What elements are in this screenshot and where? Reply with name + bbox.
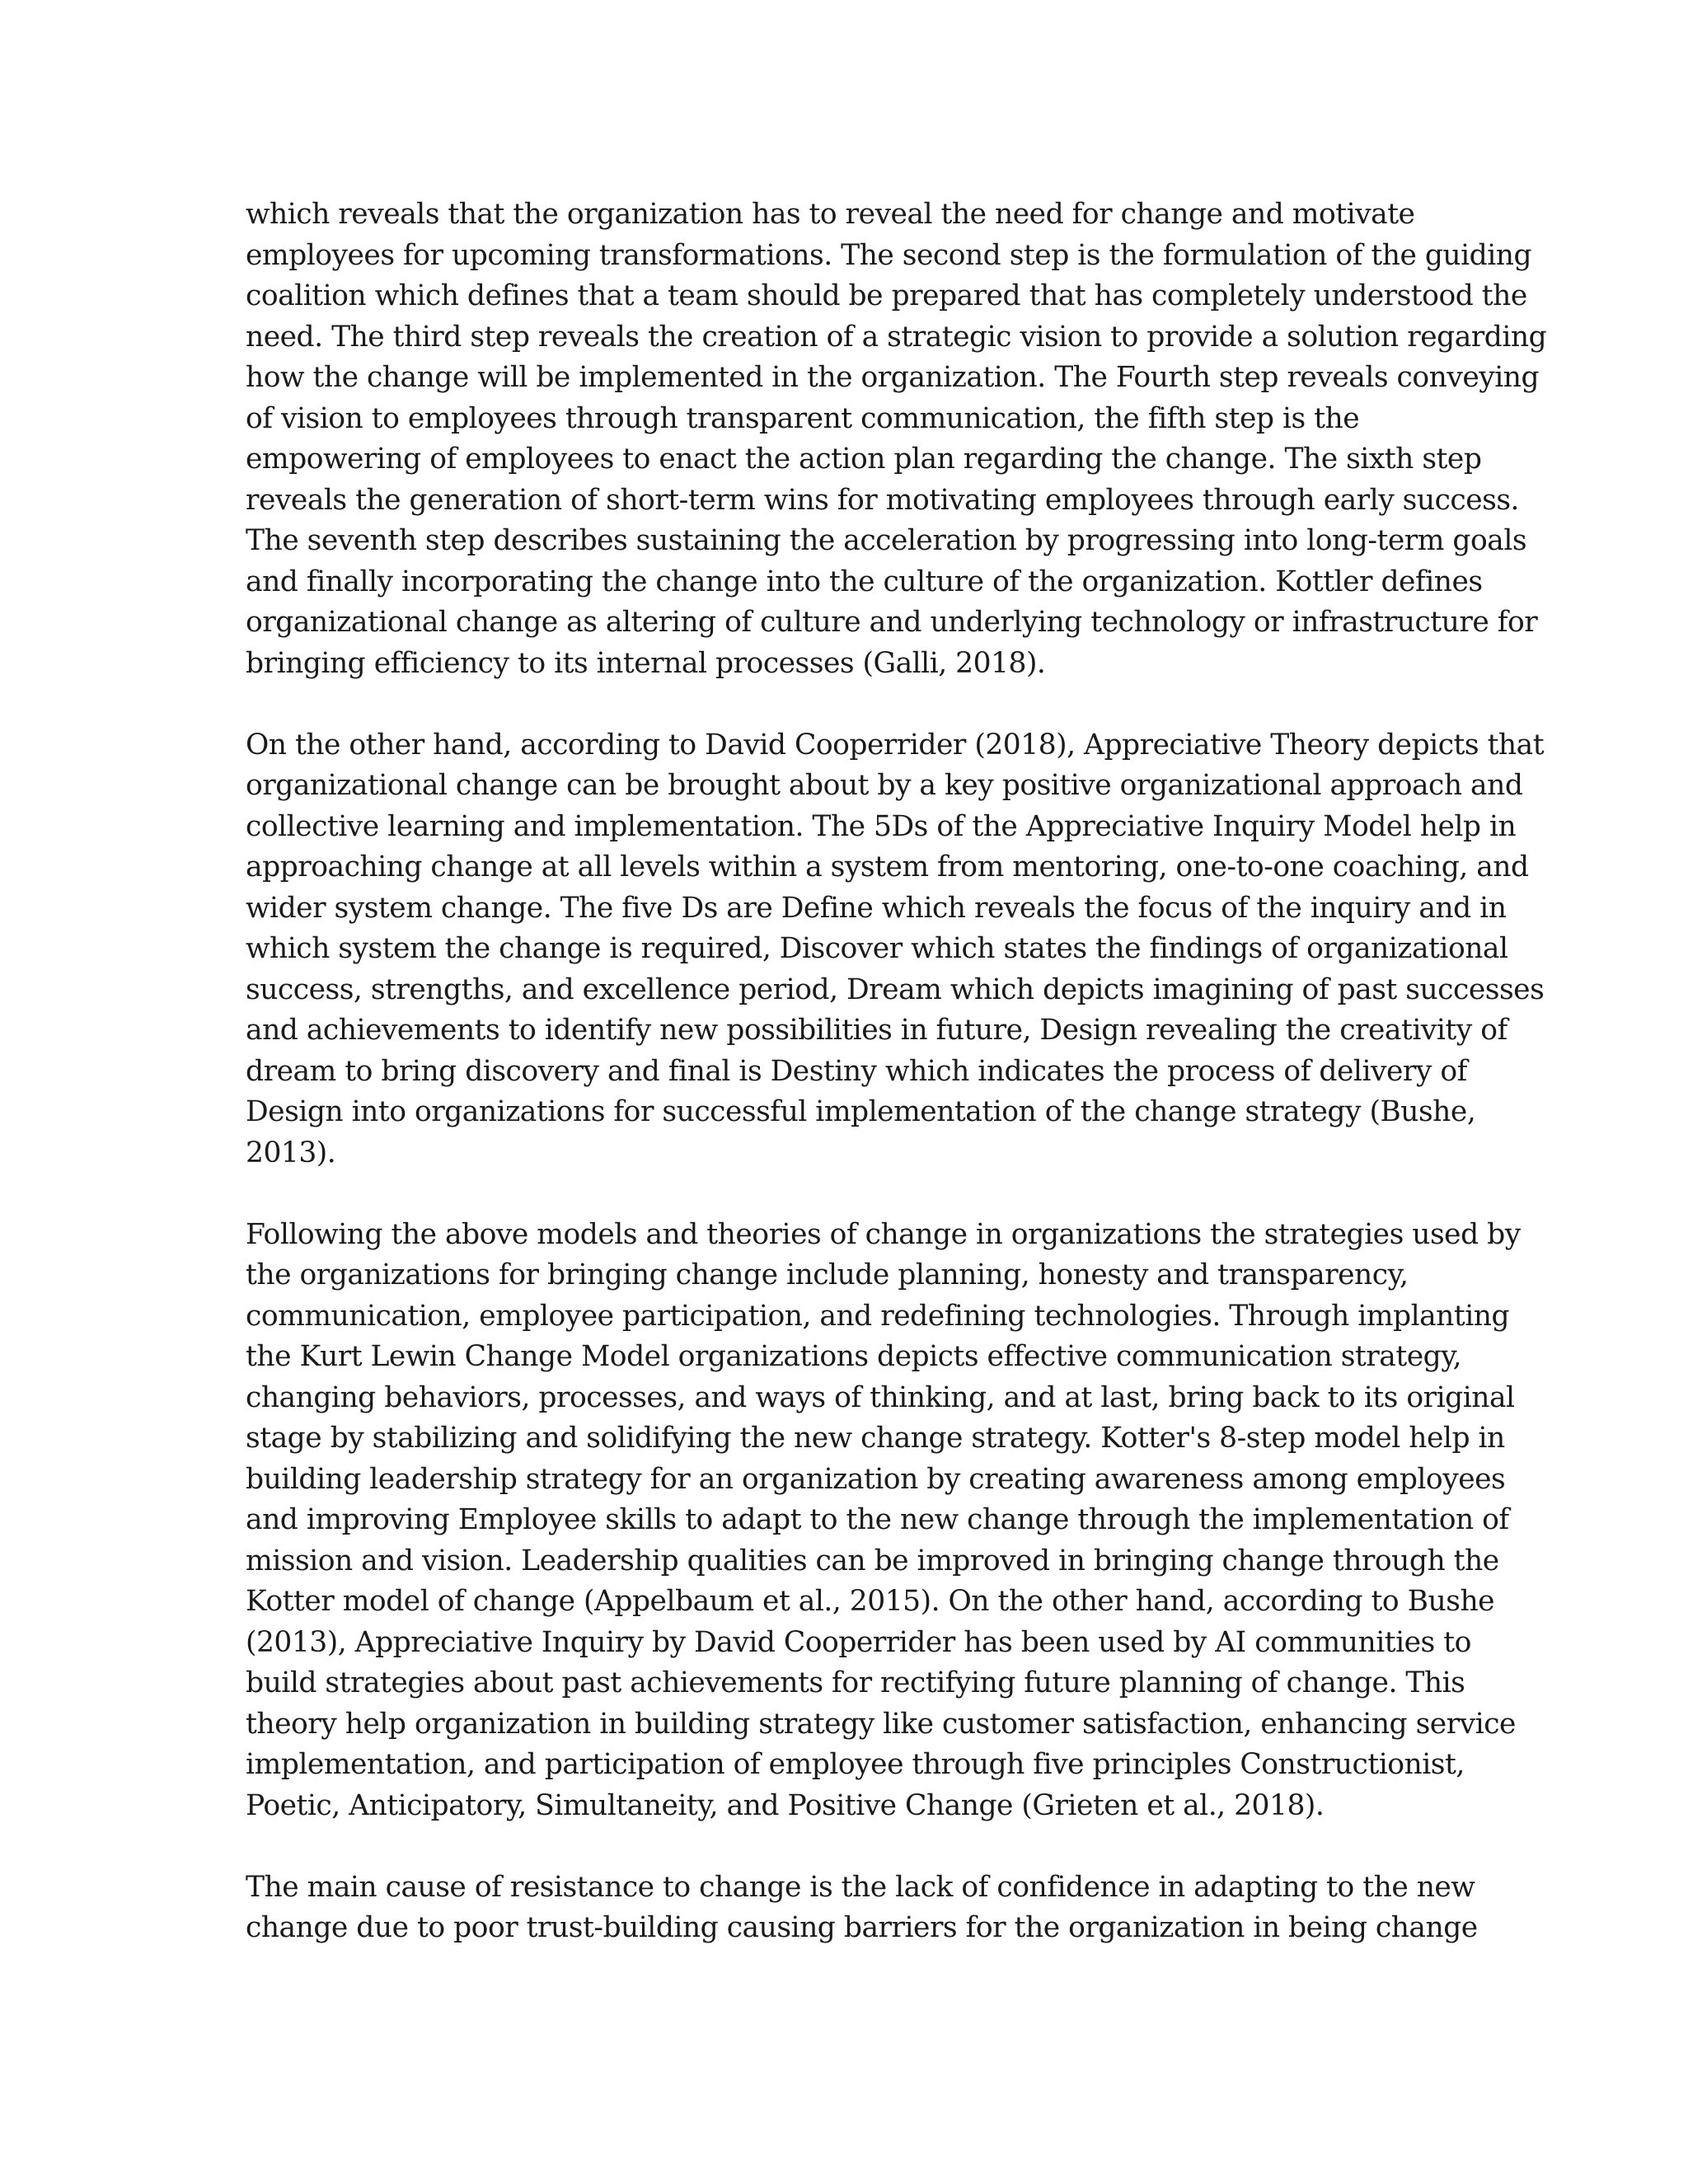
text-line: Design into organizations for successful implementation of the change strategy (Bushe, — [246, 1095, 1476, 1128]
text-line: On the other hand, according to David Cooperrider (2018), Appreciative Theory depicts that — [246, 728, 1545, 762]
text-line: build strategies about past achievements for rectifying future planning of change. This — [246, 1666, 1465, 1699]
document-body — [246, 194, 1547, 1990]
text-line: 2013). — [246, 1136, 336, 1169]
text-line: and finally incorporating the change into the culture of the organization. Kottler defines — [246, 565, 1483, 598]
text-line: Kotter model of change (Appelbaum et al., 2015). On the other hand, according to Bushe — [246, 1585, 1495, 1618]
text-line: the organizations for bringing change include planning, honesty and transparency, — [246, 1258, 1409, 1291]
paragraph-kotter-steps — [246, 194, 1547, 684]
text-line: the Kurt Lewin Change Model organizations depicts effective communication strategy, — [246, 1340, 1462, 1373]
text-line: organizational change as altering of culture and underlying technology or infrastructure for — [246, 606, 1538, 639]
text-line: collective learning and implementation. The 5Ds of the Appreciative Inquiry Model help in — [246, 809, 1517, 843]
text-line: coalition which defines that a team should be prepared that has completely understood the — [246, 279, 1527, 312]
text-line: reveals the generation of short-term wins for motivating employees through early success. — [246, 483, 1520, 517]
text-line: success, strengths, and excellence period, Dream which depicts imagining of past successes — [246, 972, 1545, 1006]
text-line: empowering of employees to enact the action plan regarding the change. The sixth step — [246, 443, 1482, 476]
text-line: Following the above models and theories of change in organizations the strategies used by — [246, 1217, 1521, 1251]
text-line: how the change will be implemented in the organization. The Fourth step reveals conveying — [246, 361, 1540, 394]
text-line: Poetic, Anticipatory, Simultaneity, and Positive Change (Grieten et al., 2018). — [246, 1788, 1325, 1822]
paragraph-resistance-to-change — [246, 1868, 1478, 1949]
text-line: implementation, and participation of employee through five principles Constructionist, — [246, 1748, 1465, 1781]
text-line: bringing efficiency to its internal processes (Galli, 2018). — [246, 646, 1046, 680]
text-line: theory help organization in building strategy like customer satisfaction, enhancing service — [246, 1707, 1516, 1741]
text-line: mission and vision. Leadership qualities can be improved in bringing change through the — [246, 1544, 1499, 1577]
text-line: and improving Employee skills to adapt to the new change through the implementation of — [246, 1503, 1509, 1536]
text-line: dream to bring discovery and final is Destiny which indicates the process of delivery of — [246, 1054, 1467, 1088]
text-line: need. The third step reveals the creation of a strategic vision to provide a solution regarding — [246, 320, 1547, 354]
text-line: change due to poor trust-building causing barriers for the organization in being change — [246, 1911, 1478, 1944]
text-line: (2013), Appreciative Inquiry by David Cooperrider has been used by AI communities to — [246, 1625, 1471, 1659]
text-line: changing behaviors, processes, and ways of thinking, and at last, bring back to its original — [246, 1380, 1515, 1414]
text-line: of vision to employees through transparent communication, the fifth step is the — [246, 401, 1360, 435]
paragraph-appreciative-inquiry — [246, 725, 1545, 1174]
paragraph-change-strategies — [246, 1215, 1521, 1827]
text-line: approaching change at all levels within a system from mentoring, one-to-one coaching, and — [246, 851, 1529, 883]
text-line: communication, employee participation, and redefining technologies. Through implanting — [246, 1299, 1510, 1333]
text-line: and achievements to identify new possibilities in future, Design revealing the creativity of — [246, 1014, 1507, 1047]
text-line: The seventh step describes sustaining the acceleration by progressing into long-term goals — [246, 524, 1527, 557]
text-line: which system the change is required, Discover which states the findings of organizational — [246, 932, 1508, 965]
text-line: stage by stabilizing and solidifying the new change strategy. Kotter's 8-step model help in — [246, 1422, 1505, 1455]
text-line: which reveals that the organization has to reveal the need for change and motivate — [246, 198, 1415, 231]
text-line: wider system change. The five Ds are Define which reveals the focus of the inquiry and in — [246, 891, 1507, 925]
text-line: organizational change can be brought about by a key positive organizational approach and — [246, 769, 1523, 802]
text-line: employees for upcoming transformations. The second step is the formulation of the guiding — [246, 238, 1532, 272]
text-line: building leadership strategy for an organization by creating awareness among employees — [246, 1462, 1506, 1496]
text-line: The main cause of resistance to change is the lack of confidence in adapting to the new — [246, 1870, 1475, 1904]
